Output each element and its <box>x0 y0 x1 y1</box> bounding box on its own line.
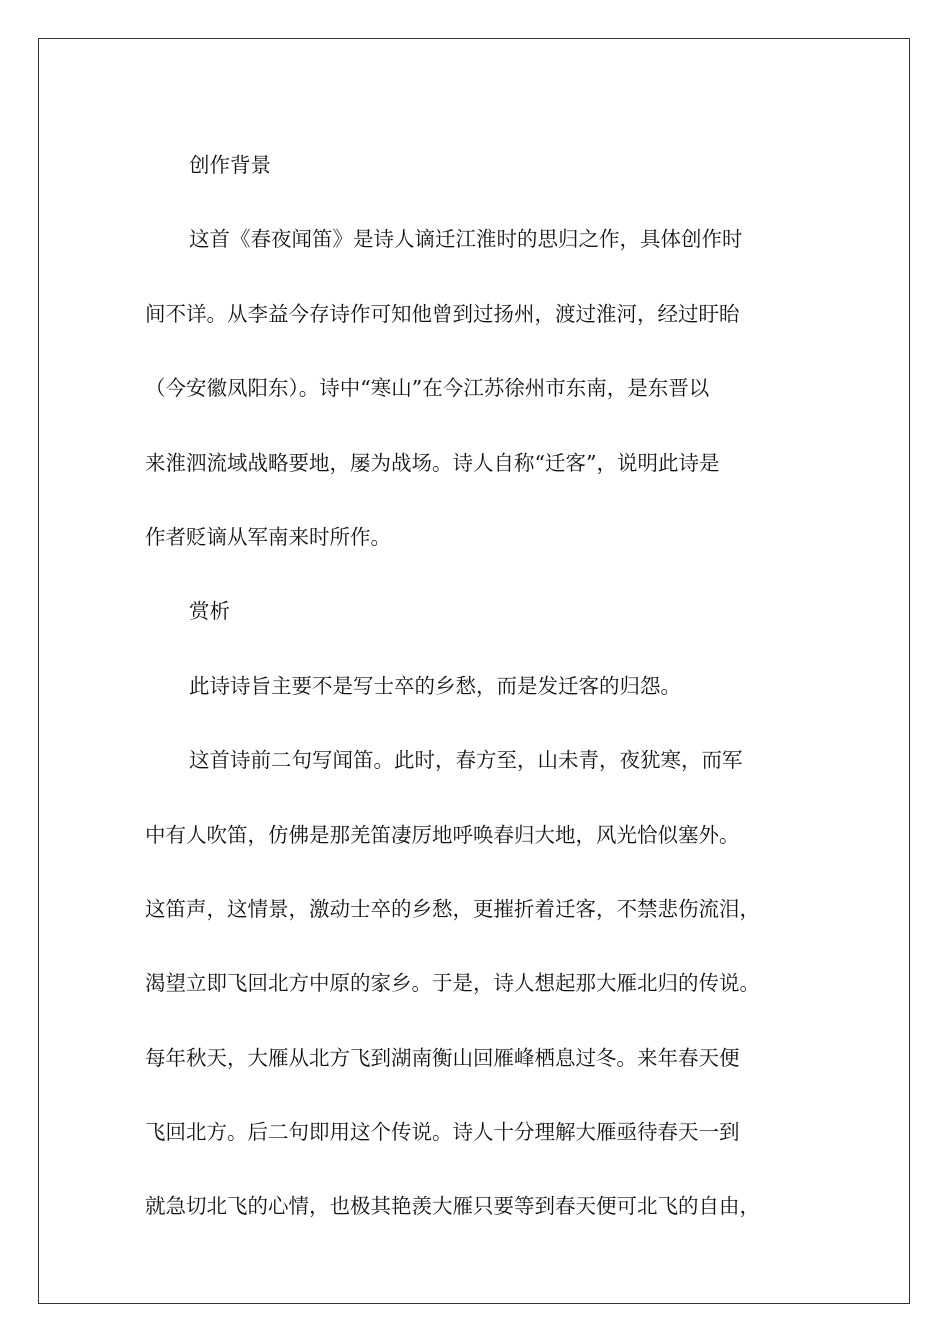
text-line: 中有人吹笛，仿佛是那羌笛凄厉地呼唤春归大地，风光恰似塞外。 <box>145 822 740 847</box>
document-body <box>145 128 807 1244</box>
text-line: 这首《春夜闻笛》是诗人谪迁江淮时的思归之作，具体创作时 <box>189 227 743 252</box>
text-line: 间不详。从李益今存诗作可知他曾到过扬州，渡过淮河，经过盱眙 <box>145 301 740 326</box>
text-line: 此诗诗旨主要不是写士卒的乡愁，而是发迁客的归怨。 <box>189 673 681 698</box>
text-line: 来淮泗流域战略要地，屡为战场。诗人自称“迁客”，说明此诗是 <box>145 450 720 475</box>
text-line: （今安徽凤阳东）。诗中“寒山”在今江苏徐州市东南，是东晋以 <box>145 376 710 401</box>
text-line: 这首诗前二句写闻笛。此时，春方至，山未青，夜犹寒，而军 <box>189 748 743 773</box>
text-line: 就急切北飞的心情，也极其艳羡大雁只要等到春天便可北飞的自由， <box>145 1194 760 1219</box>
section-heading-background: 创作背景 <box>189 153 271 177</box>
text-line: 作者贬谪从军南来时所作。 <box>145 524 391 549</box>
text-line: 每年秋天，大雁从北方飞到湖南衡山回雁峰栖息过冬。来年春天便 <box>145 1045 740 1070</box>
section-heading-appreciation: 赏析 <box>189 599 230 624</box>
text-line: 这笛声，这情景，激动士卒的乡愁，更摧折着迁客，不禁悲伤流泪， <box>145 896 760 921</box>
text-line: 渴望立即飞回北方中原的家乡。于是，诗人想起那大雁北归的传说。 <box>145 971 760 996</box>
text-line: 飞回北方。后二句即用这个传说。诗人十分理解大雁亟待春天一到 <box>145 1120 740 1145</box>
